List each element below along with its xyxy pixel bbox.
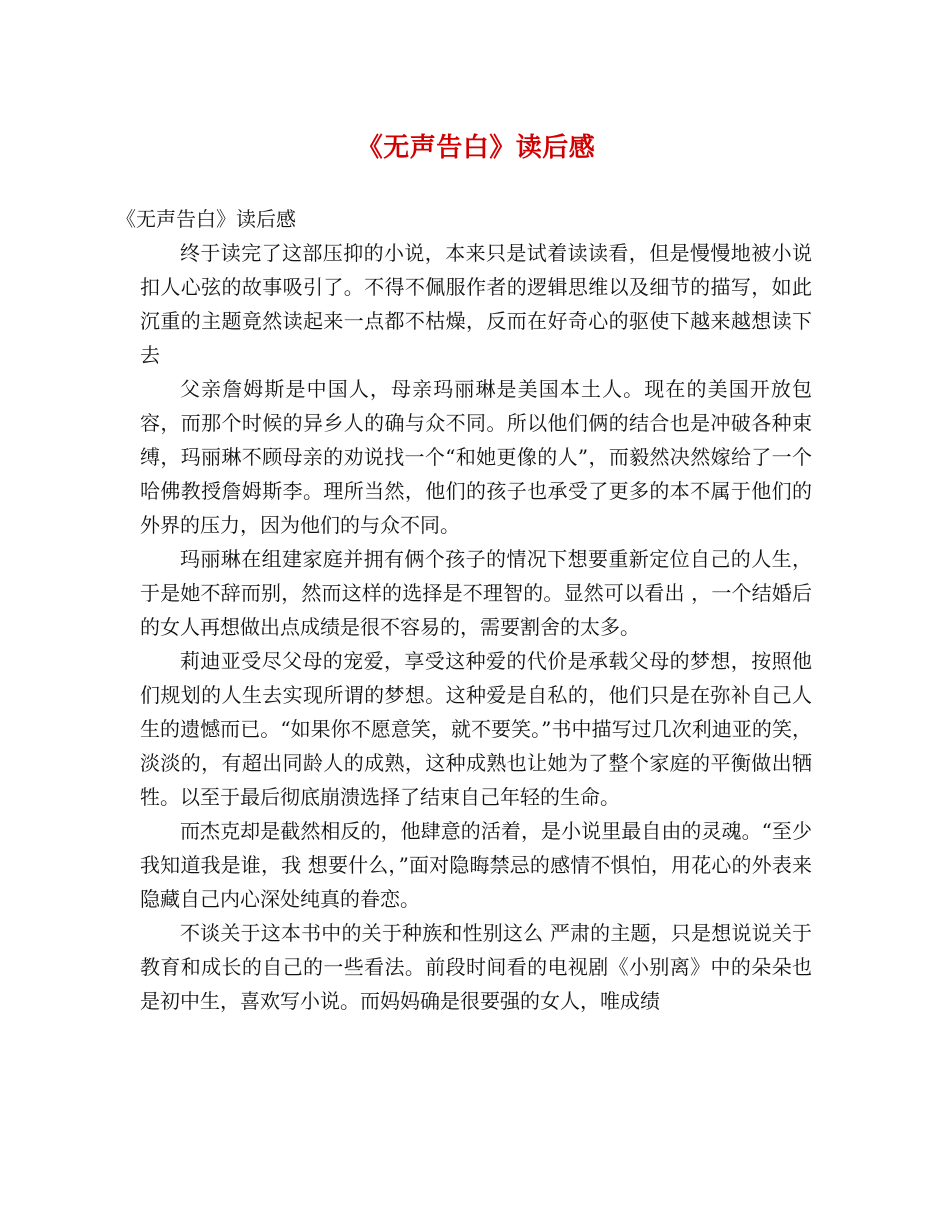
paragraph-3: 玛丽琳在组建家庭并拥有俩个孩子的情况下想要重新定位自己的人生，于是她不辞而别，然而这样的选择是不理智的。显然可以看出 ，一个结婚后的女人再想做出点成绩是很不容易的，需要割舍的太多。	[140, 547, 812, 639]
paragraph-4: 莉迪亚受尽父母的宠爱，享受这种爱的代价是承载父母的梦想，按照他们规划的人生去实现所谓的梦想。这种爱是自私的，他们只是在弥补自己人生的遗憾而已。“如果你不愿意笑，就不要笑。”书中描写过几次利迪亚的笑，淡淡的，有超出同龄人的成熟，这种成熟也让她为了整个家庭的平衡做出牺牲。以至于最后彻底崩溃选择了结束自己年轻的生命。	[140, 649, 812, 809]
paragraph-1: 终于读完了这部压抑的小说，本来只是试着读读看，但是慢慢地被小说扣人心弦的故事吸引了。不得不佩服作者的逻辑思维以及细节的描写，如此沉重的主题竟然读起来一点都不枯燥，反而在好奇心的驱使下越来越想读下去	[140, 241, 812, 367]
document-title: 《无声告白》读后感	[356, 133, 596, 163]
paragraph-2: 父亲詹姆斯是中国人，母亲玛丽琳是美国本土人。现在的美国开放包容，而那个时候的异乡人的确与众不同。所以他们俩的结合也是冲破各种束缚，玛丽琳不顾母亲的劝说找一个“和她更像的人”，而毅然决然嫁给了一个哈佛教授詹姆斯李。理所当然，他们的孩子也承受了更多的本不属于他们的外界的压力，因为他们的与众不同。	[140, 377, 812, 537]
document-subtitle: 《无声告白》读后感	[116, 207, 296, 231]
paragraph-6: 不谈关于这本书中的关于种族和性别这么 严肃的主题，只是想说说关于教育和成长的自己的一些看法。前段时间看的电视剧《小别离》中的朵朵也是初中生，喜欢写小说。而妈妈确是很要强的女人，唯成绩	[140, 921, 812, 1013]
paragraph-5: 而杰克却是截然相反的，他肆意的活着，是小说里最自由的灵魂。“至少我知道我是谁，我 想要什么，”面对隐晦禁忌的感情不惧怕，用花心的外表来隐藏自己内心深处纯真的眷恋。	[140, 819, 812, 911]
